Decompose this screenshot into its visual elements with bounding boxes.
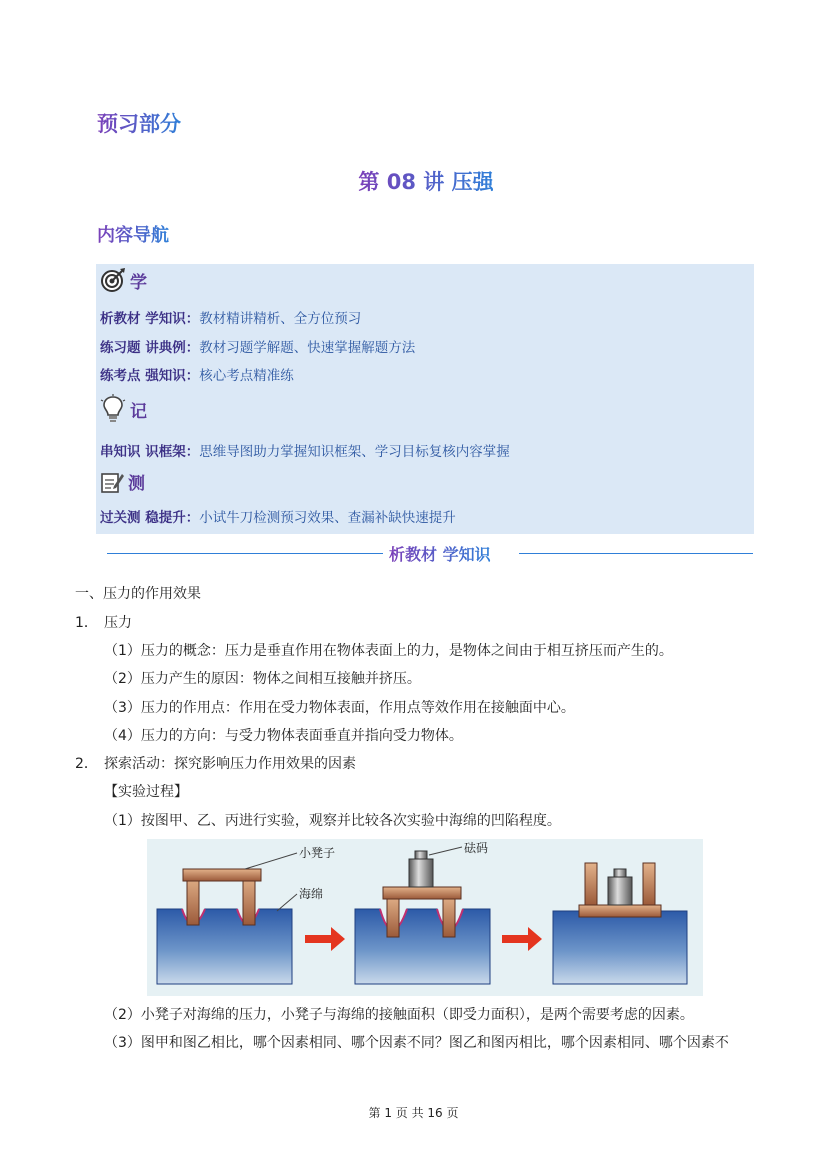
label-weight: 砝码 [464, 841, 489, 855]
stool-leader-line [245, 853, 297, 869]
sponge-3 [553, 911, 687, 984]
content-navigation-box [96, 264, 754, 534]
target-icon [100, 267, 126, 293]
nav-row [100, 440, 510, 460]
nav-row-key: 练习题 讲典例： [100, 340, 200, 356]
lightbulb-icon [100, 394, 126, 424]
nav-row-key: 串知识 识框架： [100, 444, 200, 460]
lecture-title [0, 166, 827, 196]
lecture-title-text: 第 08 讲 压强 [358, 170, 494, 194]
experiment-illustration [147, 839, 703, 996]
list-item-number: 1． [75, 615, 98, 631]
nav-row-desc: 小试牛刀检测预习效果、查漏补缺快速提升 [199, 510, 456, 526]
nav-group-test [100, 469, 145, 494]
nav-row [100, 307, 361, 327]
paragraph: （2）小凳子对海绵的压力，小凳子与海绵的接触面积（即受力面积），是两个需要考虑的因素。 [104, 1007, 694, 1023]
paragraph: （2）压力产生的原因：物体之间相互接触并挤压。 [104, 671, 421, 687]
paragraph: （4）压力的方向：与受力物体表面垂直并指向受力物体。 [104, 728, 463, 744]
paragraph: （3）压力的作用点：作用在受力物体表面，作用点等效作用在接触面中心。 [104, 700, 575, 716]
divider-line-left [107, 553, 383, 554]
nav-row-key: 过关测 稳提升： [100, 510, 200, 526]
weight-leader-line [429, 847, 462, 855]
nav-group-heading: 学 [130, 272, 147, 293]
nav-group-heading: 记 [130, 401, 147, 422]
weight-3 [608, 869, 632, 905]
list-item-title: 探索活动：探究影响压力作用效果的因素 [104, 756, 356, 772]
section-title: 预习部分 [97, 108, 181, 138]
sponge-2 [355, 909, 490, 984]
nav-row [100, 364, 294, 384]
label-stool: 小凳子 [299, 846, 336, 860]
divider-label: 析教材 学知识 [389, 542, 491, 565]
list-item-title: 压力 [104, 615, 132, 631]
paragraph: （1）按图甲、乙、丙进行实验，观察并比较各次实验中海绵的凹陷程度。 [104, 813, 561, 829]
arrow-right-icon [305, 927, 345, 951]
arrow-right-icon [502, 927, 542, 951]
page-footer: 第 1 页 共 16 页 [368, 1106, 459, 1120]
experiment-figure [147, 839, 703, 996]
nav-title: 内容导航 [97, 221, 169, 247]
nav-row-key: 析教材 学知识： [100, 311, 200, 327]
list-item-number: 2． [75, 756, 98, 772]
nav-group-learn [100, 267, 147, 293]
nav-row [100, 336, 415, 356]
nav-row-desc: 思维导图助力掌握知识框架、学习目标复核内容掌握 [199, 444, 510, 460]
divider-line-right [519, 553, 753, 554]
sponge-leader-line [277, 894, 297, 911]
nav-row [100, 506, 456, 526]
nav-group-memorize [100, 394, 147, 424]
label-sponge: 海绵 [299, 887, 324, 901]
heading-1: 一、压力的作用效果 [75, 586, 201, 602]
nav-row-desc: 教材精讲精析、全方位预习 [199, 311, 362, 327]
experiment-heading: 【实验过程】 [104, 784, 188, 800]
nav-row-desc: 核心考点精准练 [199, 368, 294, 384]
nav-row-key: 练考点 强知识： [100, 368, 200, 384]
nav-row-desc: 教材习题学解题、快速掌握解题方法 [199, 340, 416, 356]
weight-2 [409, 851, 433, 887]
nav-group-heading: 测 [128, 474, 145, 494]
section-divider [107, 542, 753, 564]
paragraph: （3）图甲和图乙相比，哪个因素相同、哪个因素不同？图乙和图丙相比，哪个因素相同、哪个因素不 [104, 1035, 729, 1051]
paragraph: （1）压力的概念：压力是垂直作用在物体表面上的力，是物体之间由于相互挤压而产生的。 [104, 643, 673, 659]
notepad-icon [100, 470, 124, 494]
sponge-1 [157, 909, 292, 984]
